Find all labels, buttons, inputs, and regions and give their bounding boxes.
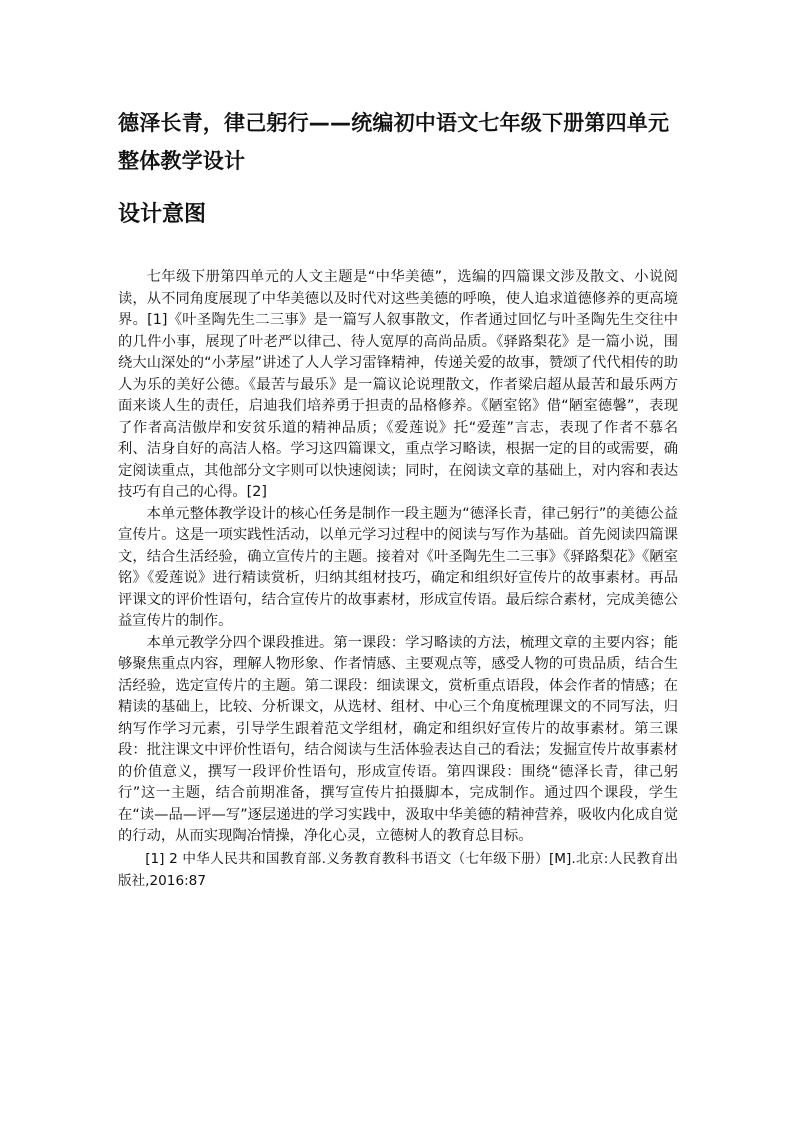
paragraph: 本单元教学分四个课段推进。第一课段：学习略读的方法，梳理文章的主要内容；能够聚焦重点内容，理解人物形象、作者情感、主要观点等，感受人物的可贵品质，结合生活经验，选定宣传片的主题。第二课段：细读课文，赏析重点语段，体会作者的情感；在精读的基础上，比较、分析课文，从选材、组材、中心三个角度梳理课文的不同写法，归纳写作学习元素，引导学生跟着范文学组材，确定和组织好宣传片的故事素材。第三课段：批注课文中评价性语句，结合阅读与生活体验表达自己的看法；发掘宣传片故事素材的价值意义，撰写一段评价性语句，形成宣传语。第四课段：围绕“德泽长青，律己躬行”这一主题，结合前期准备，撰写宣传片拍摄脚本，完成制作。通过四个课段，学生在“读—品—评—写”逐层递进的学习实践中，汲取中华美德的精神营养，吸收内化成自觉的行动，从而实现陶冶情操，净化心灵，立德树人的教育总目标。 [118, 634, 678, 844]
document-body [118, 267, 678, 892]
reference-footnote: [1] 2 中华人民共和国教育部.义务教育教科书语文（七年级下册）[M].北京:人民教育出版社,2016:87 [118, 850, 678, 889]
paragraph: 七年级下册第四单元的人文主题是“中华美德”，选编的四篇课文涉及散文、小说阅读，从不同角度展现了中华美德以及时代对这些美德的呼唤，使人追求道德修养的更高境界。[1]《叶圣陶先生二三事》是一篇写人叙事散文，作者通过回忆与叶圣陶先生交往中的几件小事，展现了叶老严以律己、待人宽厚的高尚品质。《驿路梨花》是一篇小说，围绕大山深处的“小茅屋”讲述了人人学习雷锋精神，传递关爱的故事，赞颂了代代相传的助人为乐的美好公德。《最苦与最乐》是一篇议论说理散文，作者梁启超从最苦和最乐两方面来谈人生的责任，启迪我们培养勇于担责的品格修养。《陋室铭》借“陋室德馨”，表现了作者高洁傲岸和安贫乐道的精神品质；《爱莲说》托“爱莲”言志，表现了作者不慕名利、洁身自好的高洁人格。学习这四篇课文，重点学习略读，根据一定的目的或需要，确定阅读重点，其他部分文字则可以快速阅读；同时，在阅读文章的基础上，对内容和表达技巧有自己的心得。[2] [118, 269, 678, 500]
document-title: 德泽长青，律己躬行——统编初中语文七年级下册第四单元整体教学设计 [118, 111, 670, 173]
paragraph: 本单元整体教学设计的核心任务是制作一段主题为“德泽长青，律己躬行”的美德公益宣传片。这是一项实践性活动，以单元学习过程中的阅读与写作为基础。首先阅读四篇课文，结合生活经验，确立宣传片的主题。接着对《叶圣陶先生二三事》《驿路梨花》《陋室铭》《爱莲说》进行精读赏析，归纳其组材技巧，确定和组织好宣传片的故事素材。再品评课文的评价性语句，结合宣传片的故事素材，形成宣传语。最后综合素材，完成美德公益宣传片的制作。 [118, 505, 678, 629]
section-heading: 设计意图 [118, 202, 207, 227]
